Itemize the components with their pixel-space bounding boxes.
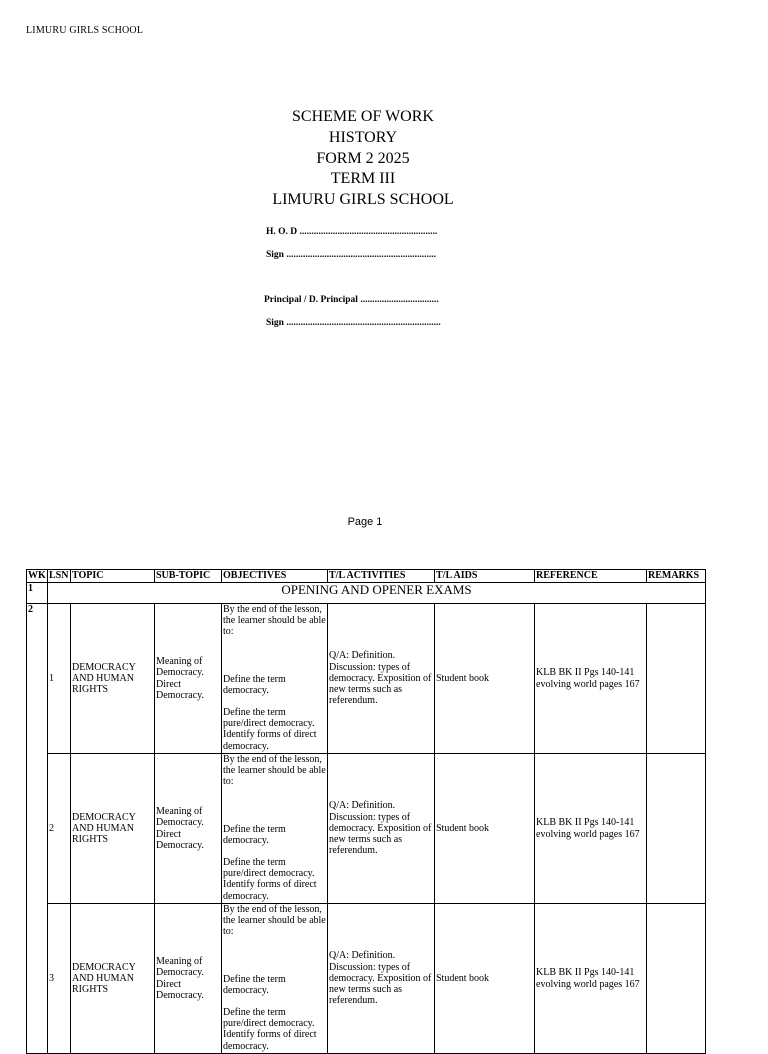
objective-item: Define the term democracy. [223, 973, 286, 996]
topic-cell: DEMOCRACY AND HUMAN RIGHTS [71, 904, 155, 1054]
hod-sign-line: Sign ............................................................... [266, 250, 436, 260]
activities-cell: Q/A: Definition. Discussion: types of democracy. Exposition of new terms such as referendum. [328, 604, 435, 754]
week-number: 2 [27, 604, 48, 1054]
principal-signature-line: Principal / D. Principal ................................. [264, 295, 439, 305]
aids-cell: Student book [435, 604, 535, 754]
objectives-cell [222, 754, 328, 904]
header-topic: TOPIC [71, 570, 155, 583]
principal-sign-line: Sign ................................................................. [266, 318, 441, 328]
document-title [0, 107, 726, 211]
header-remarks: REMARKS [647, 570, 706, 583]
title-line-subject: HISTORY [328, 128, 398, 146]
table-header-row [27, 570, 706, 583]
table-row [27, 604, 706, 754]
header-reference: REFERENCE [535, 570, 647, 583]
week-number: 1 [27, 583, 48, 604]
objectives-cell [222, 604, 328, 754]
table-row [27, 904, 706, 1054]
remarks-cell [647, 604, 706, 754]
reference-cell: KLB BK II Pgs 140-141 evolving world pages 167 [535, 754, 647, 904]
aids-cell: Student book [435, 754, 535, 904]
table-row [27, 754, 706, 904]
scheme-of-work-table [26, 569, 706, 1054]
header-activities: T/L ACTIVITIES [328, 570, 435, 583]
objectives-cell [222, 904, 328, 1054]
title-line-scheme: SCHEME OF WORK [292, 108, 434, 125]
week-1-row [27, 583, 706, 604]
lesson-number: 2 [48, 754, 71, 904]
header-aids: T/L AIDS [435, 570, 535, 583]
school-name-header: LIMURU GIRLS SCHOOL [26, 25, 144, 36]
title-line-term: TERM III [330, 170, 396, 188]
header-objectives: OBJECTIVES [222, 570, 328, 583]
activities-cell: Q/A: Definition. Discussion: types of democracy. Exposition of new terms such as referendum. [328, 754, 435, 904]
objective-item: Define the term pure/direct democracy. Identify forms of direct democracy. [223, 707, 317, 752]
lesson-number: 3 [48, 904, 71, 1054]
remarks-cell [647, 904, 706, 1054]
title-line-form: FORM 2 2025 [316, 149, 410, 167]
reference-cell: KLB BK II Pgs 140-141 evolving world pages 167 [535, 604, 647, 754]
topic-cell: DEMOCRACY AND HUMAN RIGHTS [71, 754, 155, 904]
topic-cell: DEMOCRACY AND HUMAN RIGHTS [71, 604, 155, 754]
header-wk: WK [28, 570, 46, 581]
objectives-intro: By the end of the lesson, the learner should be able to: [223, 904, 326, 938]
objective-item: Define the term democracy. [223, 673, 286, 696]
reference-cell: KLB BK II Pgs 140-141 evolving world pages 167 [535, 904, 647, 1054]
objective-item: Define the term pure/direct democracy. Identify forms of direct democracy. [223, 857, 317, 902]
header-subtopic: SUB-TOPIC [155, 570, 222, 583]
lesson-number: 1 [48, 604, 71, 754]
remarks-cell [647, 754, 706, 904]
aids-cell: Student book [435, 904, 535, 1054]
subtopic-cell: Meaning of Democracy. Direct Democracy. [155, 754, 222, 904]
subtopic-cell: Meaning of Democracy. Direct Democracy. [155, 904, 222, 1054]
subtopic-cell: Meaning of Democracy. Direct Democracy. [155, 604, 222, 754]
header-lsn: LSN [48, 570, 71, 583]
hod-signature-line: H. O. D .......................................................... [266, 227, 438, 237]
opening-exams-note: OPENING AND OPENER EXAMS [48, 583, 706, 604]
title-line-school: LIMURU GIRLS SCHOOL [272, 191, 454, 209]
page-number: Page 1 [347, 516, 383, 528]
activities-cell: Q/A: Definition. Discussion: types of democracy. Exposition of new terms such as referendum. [328, 904, 435, 1054]
objectives-intro: By the end of the lesson, the learner should be able to: [223, 604, 326, 638]
objective-item: Define the term democracy. [223, 823, 286, 846]
objective-item: Define the term pure/direct democracy. Identify forms of direct democracy. [223, 1007, 317, 1052]
objectives-intro: By the end of the lesson, the learner should be able to: [223, 754, 326, 788]
